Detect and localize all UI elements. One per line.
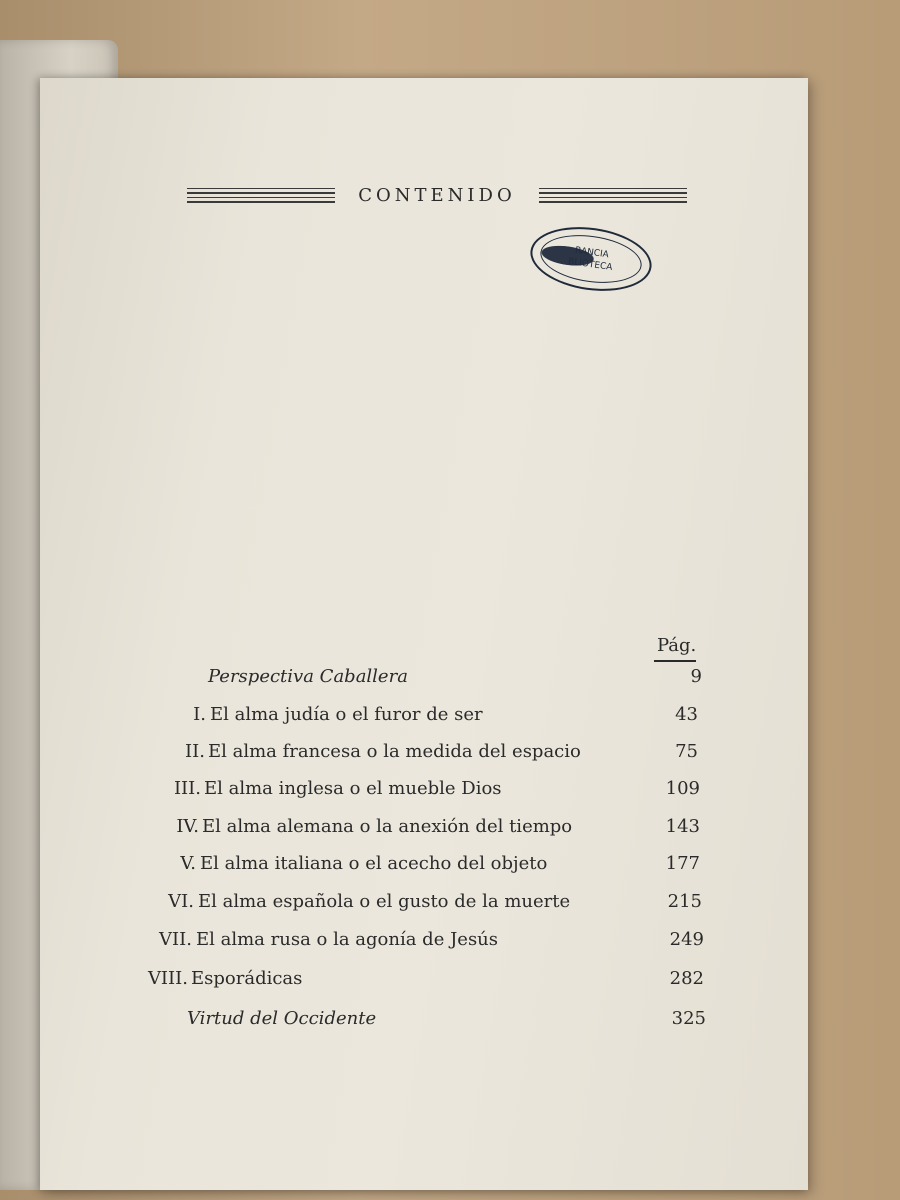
- toc-entry-title: El alma española o el gusto de la muerte: [198, 891, 571, 912]
- toc-entry: [40, 853, 808, 877]
- toc-entry: [40, 968, 808, 992]
- toc-entry-page: 325: [671, 1008, 706, 1029]
- toc-entry-title: El alma judía o el furor de ser: [210, 704, 483, 725]
- toc-entry: [40, 666, 808, 690]
- toc-entry-page: 215: [667, 891, 702, 912]
- toc-entry-number: I.: [193, 704, 206, 725]
- toc-entry-number: II.: [185, 741, 205, 762]
- toc-entry-title: El alma rusa o la agonía de Jesús: [196, 929, 499, 950]
- toc-entry-page: 9: [690, 666, 702, 687]
- toc-entry-page: 143: [665, 816, 700, 837]
- toc-entry-title: Esporádicas: [191, 968, 303, 989]
- contents-title: CONTENIDO: [358, 184, 516, 206]
- toc-entry-title: El alma inglesa o el mueble Dios: [204, 778, 502, 799]
- toc-entry-title: Perspectiva Caballera: [208, 666, 408, 687]
- toc-entry-title: El alma italiana o el acecho del objeto: [200, 853, 548, 874]
- toc-entry-page: 109: [665, 778, 700, 799]
- toc-entry-title: El alma francesa o la medida del espacio: [208, 741, 581, 762]
- toc-entry-title: El alma alemana o la anexión del tiempo: [202, 816, 573, 837]
- toc-entry-number: V.: [180, 853, 196, 874]
- page-column-underline: [654, 660, 696, 662]
- toc-entry: [40, 816, 808, 840]
- toc-entry: [40, 929, 808, 953]
- table-of-contents: [40, 78, 808, 1190]
- toc-entry-page: 43: [675, 704, 698, 725]
- page-column-label: Pág.: [657, 635, 697, 656]
- toc-entry: [40, 1008, 808, 1032]
- toc-entry-page: 282: [669, 968, 704, 989]
- stamp-text-bottom: BLIOTECA: [567, 256, 613, 273]
- stamp-text-top: RANCIA: [574, 245, 610, 261]
- toc-entry-page: 249: [669, 929, 704, 950]
- toc-entry: [40, 741, 808, 765]
- toc-entry-title: Virtud del Occidente: [187, 1008, 377, 1029]
- toc-entry-number: III.: [173, 778, 201, 799]
- toc-entry: [40, 704, 808, 728]
- toc-entry-page: 75: [675, 741, 698, 762]
- toc-entry-number: IV.: [176, 816, 199, 837]
- toc-entry-number: VI.: [168, 891, 194, 912]
- toc-entry-page: 177: [665, 853, 700, 874]
- toc-entry-number: VIII.: [147, 968, 188, 989]
- book-page: [40, 78, 808, 1190]
- toc-entry: [40, 778, 808, 802]
- toc-entry-number: VII.: [159, 929, 192, 950]
- toc-entry: [40, 891, 808, 915]
